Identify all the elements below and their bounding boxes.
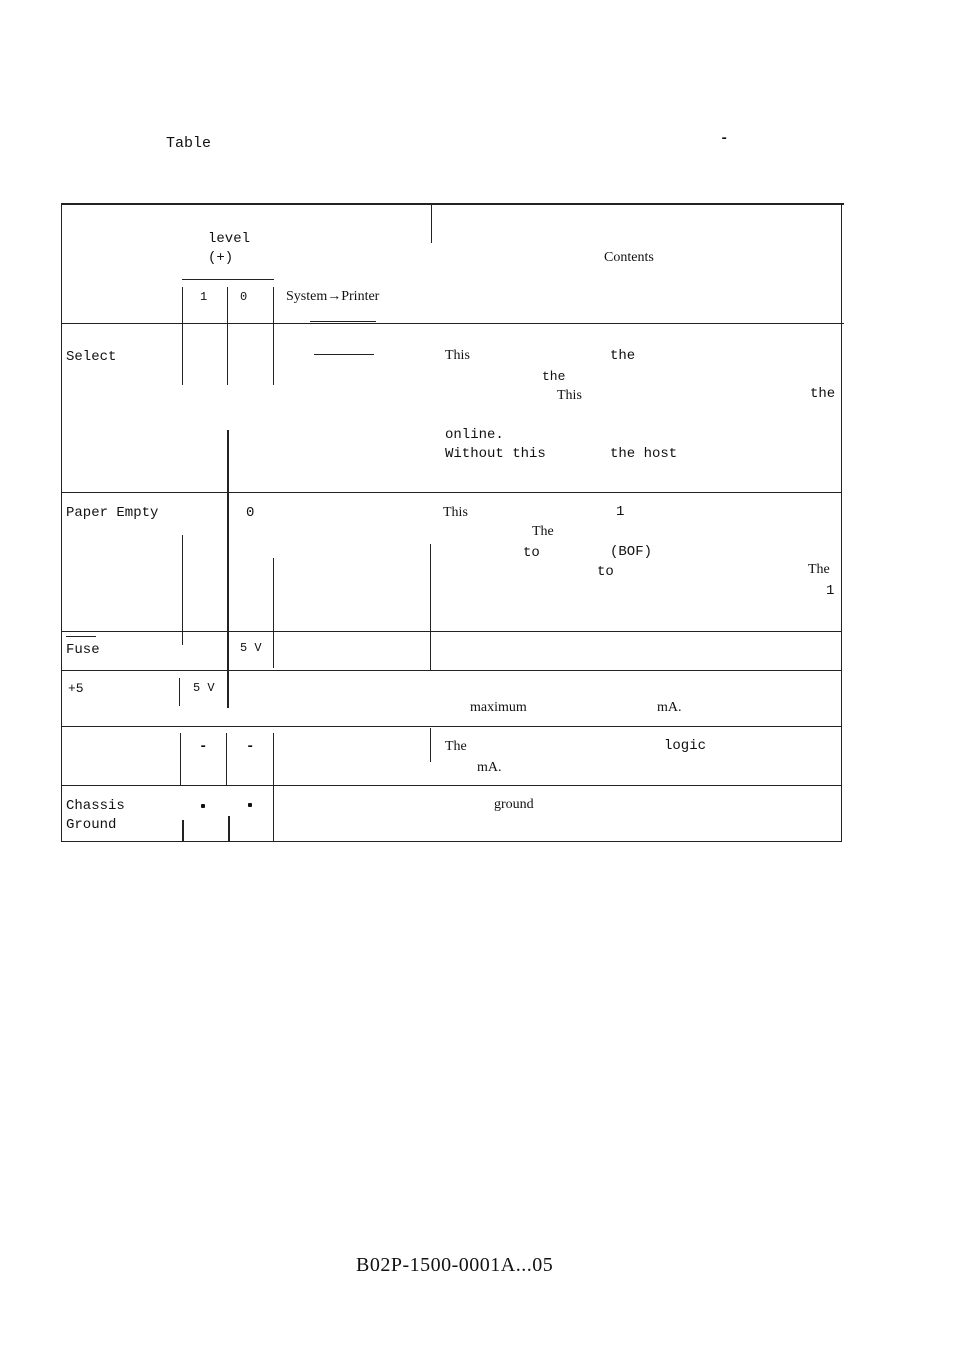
table-caption-word: Table [166,135,212,152]
document-number: B02P-1500-0001A...05 [356,1254,554,1276]
level1-divider-b [182,535,183,645]
row-rule-2 [61,631,842,632]
row-rule-4 [61,726,842,727]
level0-divider-e [228,816,230,842]
level-divider-rule [182,279,274,280]
level1-divider-c [179,678,180,706]
direction-arrow-line [314,354,374,355]
level0-divider-b [227,430,229,708]
signal-plus5: +5 [68,681,84,696]
chassis-dot-1 [201,804,205,808]
select-text-6: online. [445,427,504,443]
logic-text-3: mA. [477,760,502,775]
signal-fuse: Fuse [66,642,100,658]
level-right-divider-d [273,733,274,785]
arrow-underline [310,321,376,322]
plus5-level: 5 V [193,681,215,695]
paper-empty-text-8: 1 [826,583,835,599]
select-text-8: the host [610,446,678,462]
paper-empty-text-1: This [443,505,468,520]
select-text-3: the [542,369,566,384]
paper-empty-text-4: to [523,545,540,561]
header-level: level [208,231,251,247]
level-right-divider-a [273,287,274,385]
table-right-border [841,203,842,842]
paper-empty-text-6: to [597,564,614,580]
paper-empty-text-7: The [808,562,830,577]
contents-divider-b [430,544,431,670]
level1-divider-e [182,820,184,842]
header-plus: (+) [208,250,234,266]
chassis-dot-0 [248,803,252,807]
paper-empty-level: 0 [246,505,255,521]
row-rule-5 [61,785,842,786]
chassis-text-1: ground [494,797,534,812]
fuse-level: 5 V [240,641,262,655]
signal-ground: Ground [66,817,117,833]
row-rule-1 [61,492,842,493]
table-left-border [61,203,62,842]
level-right-divider-e [273,786,274,842]
contents-divider-d [430,728,431,762]
header-contents: Contents [604,250,654,265]
header-direction: System→Printer [286,289,380,304]
select-text-7: Without this [445,446,546,462]
select-text-4: This [557,388,582,403]
logic-level-0: - [246,739,255,755]
plus5-text-1: maximum [470,700,527,715]
paper-empty-text-5: (BOF) [610,544,653,560]
table-bottom-rule [61,841,842,842]
level0-divider-a [227,287,228,385]
logic-text-1: The [445,739,467,754]
table-top-rule [61,203,844,205]
level1-divider-d [180,733,181,785]
fuse-overbar [66,636,96,637]
select-text-1: This [445,348,470,363]
paper-empty-text-2: 1 [616,504,625,520]
signal-paper-empty: Paper Empty [66,505,159,521]
level1-divider-a [182,287,183,385]
level-right-divider-b [273,558,274,668]
header-bottom-rule [61,323,844,324]
plus5-text-2: mA. [657,700,682,715]
paper-empty-text-3: The [532,524,554,539]
table-caption-dash: - [720,131,729,147]
header-zero: 0 [240,290,248,304]
select-text-5: the [810,386,836,402]
logic-level-1: - [199,739,208,755]
row-rule-3 [61,670,842,671]
signal-chassis: Chassis [66,798,125,814]
logic-text-2: logic [664,738,707,754]
level0-divider-d [226,733,227,785]
select-text-2: the [610,348,636,364]
header-one: 1 [200,290,208,304]
contents-divider-top [431,205,432,243]
signal-select: Select [66,349,117,365]
